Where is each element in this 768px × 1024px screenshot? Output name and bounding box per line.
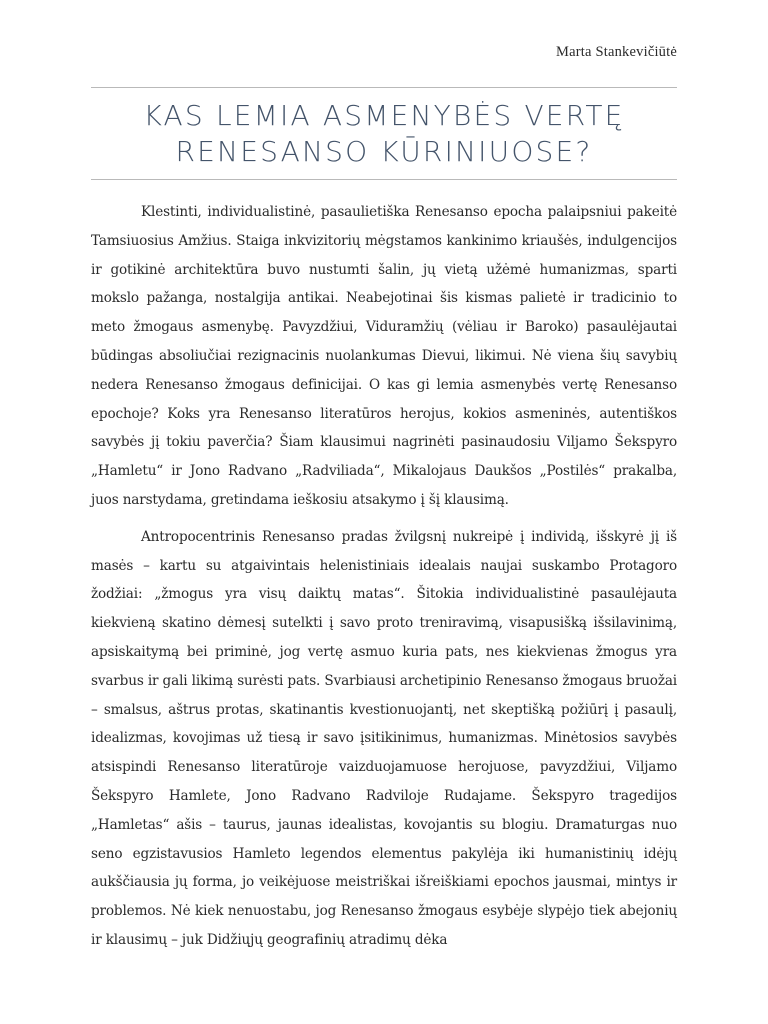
page-title [91, 98, 677, 170]
essay-body [91, 198, 677, 963]
title-line-2: RENESANSO KŪRINIUOSE? [175, 135, 593, 168]
title-top-rule [91, 87, 677, 88]
document-page [91, 0, 677, 1024]
author-name: Marta Stankevičiūtė [556, 44, 677, 60]
title-line-1: KAS LEMIA ASMENYBĖS VERTĘ [143, 99, 625, 132]
paragraph: Antropocentrinis Renesanso pradas žvilgsnį nukreipė į individą, išskyrė jį iš masės – kartu su atgaivintais helenistiniais idealais naujai suskambo Protagoro žodžiai: „žmogus yra visų daiktų matas“. Šitokia individualistinė pasaulėjauta kiekvieną skatino dėmesį sutelkti į savo proto treniravimą, visapusišką išsilavinimą, apsiskaitymą bei priminė, jog vertę asmuo kuria pats, nes kiekvienas žmogus yra svarbus ir gali likimą surėsti pats. Svarbiausi archetipinio Renesanso žmogaus bruožai – smalsus, aštrus protas, skatinantis kvestionuojantį, net skeptišką požiūrį į pasaulį, idealizmas, kovojimas už tiesą ir savo įsitikinimus, humanizmas. Minėtosios savybės atsispindi Renesanso literatūroje vaizduojamuose herojuose, pavyzdžiui, Viljamo Šekspyro Hamlete, Jono Radvano Radviloje Rudajame. Šekspyro tragedijos „Hamletas“ ašis – taurus, jaunas idealistas, kovojantis su blogiu. Dramaturgas nuo seno egzistavusios Hamleto legendos elementus pakylėja iki humanistinių idėjų aukščiausia jų forma, jo veikėjuose meistriškai išreiškiami epochos jausmai, mintys ir problemos. Nė kiek nenuostabu, jog Renesanso žmogaus esybėje slypėjo tiek abejonių ir klausimų – juk Didžiųjų geografinių atradimų dėka [91, 528, 677, 948]
paragraph: Klestinti, individualistinė, pasaulietiška Renesanso epocha palaipsniui pakeitė Tamsiuosius Amžius. Staiga inkvizitorių mėgstamos kankinimo kriaušės, indulgencijos ir gotikinė architektūra buvo nustumti šalin, jų vietą užėmė humanizmas, sparti mokslo pažanga, nostalgija antikai. Neabejotinai šis kismas palietė ir tradicinio to meto žmogaus asmenybę. Pavyzdžiui, Viduramžių (vėliau ir Baroko) pasaulėjautai būdingas absoliučiai rezignacinis nuolankumas Dievui, likimui. Nė viena šių savybių nedera Renesanso žmogaus definicijai. O kas gi lemia asmenybės vertę Renesanso epochoje? Koks yra Renesanso literatūros herojus, kokios asmeninės, autentiškos savybės jį tokiu paverčia? Šiam klausimui nagrinėti pasinaudosiu Viljamo Šekspyro „Hamletu“ ir Jono Radvano „Radviliada“, Mikalojaus Daukšos „Postilės“ prakalba, juos narstydama, gretindama ieškosiu atsakymo į šį klausimą. [91, 204, 677, 508]
title-bottom-rule [91, 179, 677, 180]
